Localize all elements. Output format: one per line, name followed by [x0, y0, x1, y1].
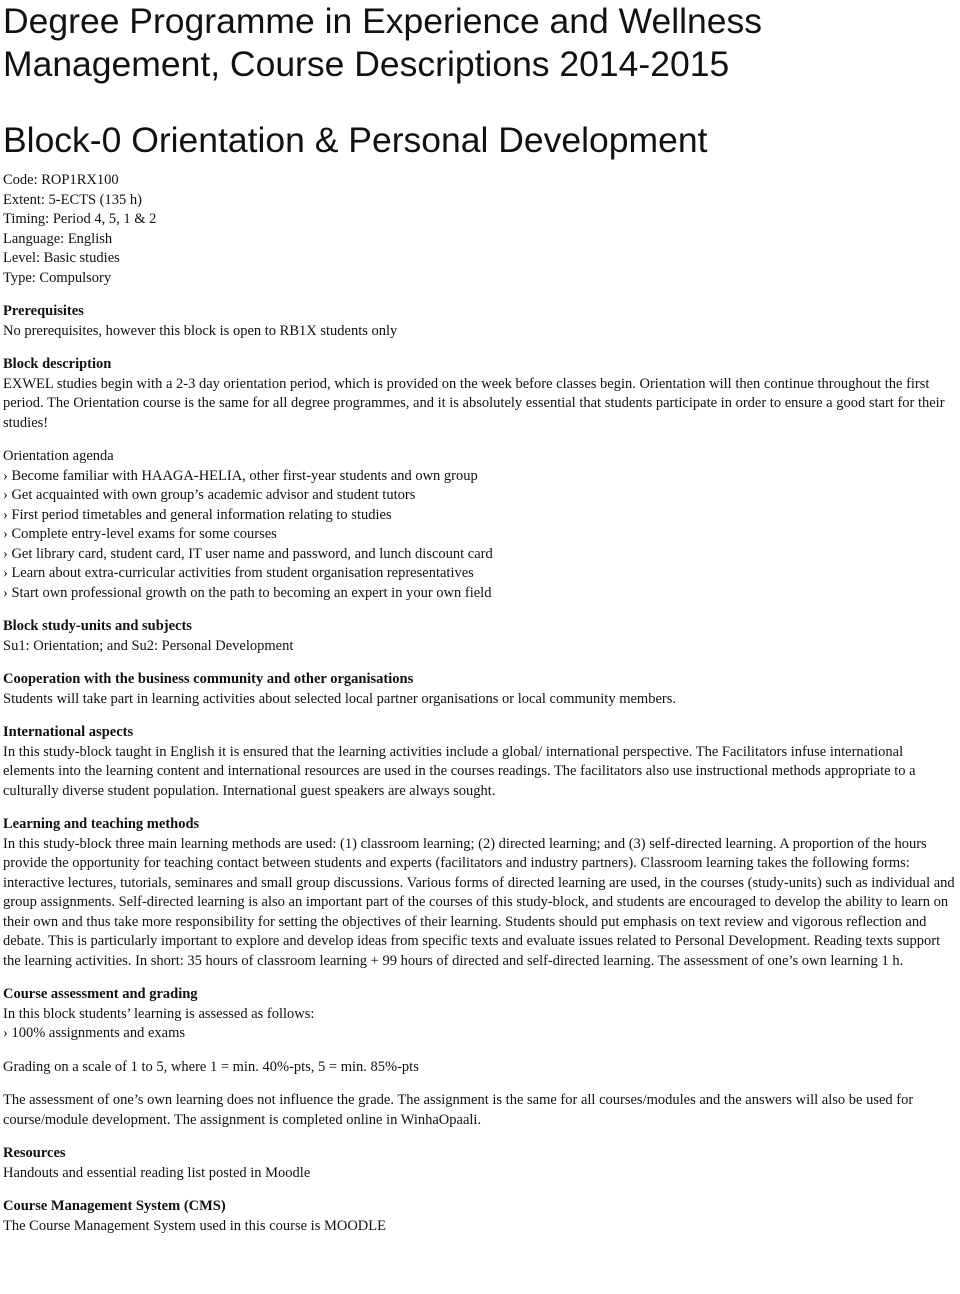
meta-timing: Timing: Period 4, 5, 1 & 2 — [3, 211, 157, 227]
assessment-section — [3, 985, 957, 1130]
agenda-heading: Orientation agenda — [3, 448, 114, 464]
cooperation-heading: Cooperation with the business community and other organisations — [3, 671, 414, 687]
resources-section — [3, 1144, 957, 1183]
agenda-item: › Complete entry-level exams for some courses — [3, 526, 277, 542]
cooperation-section — [3, 670, 957, 709]
resources-text: Handouts and essential reading list posted in Moodle — [3, 1164, 311, 1181]
methods-section — [3, 815, 957, 971]
cms-text: The Course Management System used in this course is MOODLE — [3, 1217, 386, 1234]
international-text: In this study-block taught in English it is ensured that the learning activities include a global/ international perspective. The Facilitators infuse international elements into the learning content and international resources are used in the courses readings. The facilitators also use instructional methods appropriate to a culturally diverse student population. International guest speakers are always sought. — [3, 743, 916, 799]
international-heading: International aspects — [3, 724, 134, 740]
meta-extent: Extent: 5-ECTS (135 h) — [3, 191, 142, 208]
international-section — [3, 723, 957, 801]
agenda-item: › Become familiar with HAAGA-HELIA, other first-year students and own group — [3, 467, 478, 484]
document-title-line-1: Degree Programme in Experience and Wellness — [3, 1, 763, 41]
agenda-item: › Start own professional growth on the path to becoming an expert in your own field — [3, 584, 492, 601]
assessment-bullet: › 100% assignments and exams — [3, 1025, 186, 1041]
block-description-text: EXWEL studies begin with a 2-3 day orientation period, which is provided on the week before classes begin. Orientation will then continue throughout the first period. The Orientation course is the same for all degree programmes, and it is absolutely essential that students participate in order to ensure a good start for their studies! — [3, 375, 945, 431]
assessment-note: The assessment of one’s own learning does not influence the grade. The assignment is the same for all courses/modules and the answers will also be used for course/module development. The assignment is completed online in WinhaOpaali. — [3, 1092, 914, 1128]
resources-heading: Resources — [3, 1145, 66, 1161]
block-description-section — [3, 355, 957, 433]
study-units-section — [3, 617, 957, 656]
block-title: Block-0 Orientation & Personal Development — [3, 120, 708, 160]
block-description-heading: Block description — [3, 356, 112, 372]
orientation-agenda — [3, 447, 957, 603]
study-units-heading: Block study-units and subjects — [3, 618, 192, 634]
prerequisites-section — [3, 302, 957, 341]
meta-type: Type: Compulsory — [3, 269, 112, 286]
grading-scale: Grading on a scale of 1 to 5, where 1 = min. 40%-pts, 5 = min. 85%-pts — [3, 1058, 419, 1075]
agenda-item: › Get library card, student card, IT user name and password, and lunch discount card — [3, 545, 493, 562]
agenda-item: › First period timetables and general information relating to studies — [3, 506, 392, 523]
assessment-heading: Course assessment and grading — [3, 986, 198, 1002]
cms-section — [3, 1197, 957, 1236]
meta-level: Level: Basic studies — [3, 250, 120, 266]
cms-heading: Course Management System (CMS) — [3, 1198, 226, 1214]
assessment-intro: In this block students’ learning is assessed as follows: — [3, 1005, 315, 1022]
prerequisites-text: No prerequisites, however this block is open to RB1X students only — [3, 322, 398, 339]
document-title — [3, 0, 957, 86]
course-meta — [3, 171, 957, 288]
cooperation-text: Students will take part in learning activities about selected local partner organisations or local community members. — [3, 690, 676, 707]
methods-heading: Learning and teaching methods — [3, 816, 200, 832]
methods-text: In this study-block three main learning methods are used: (1) classroom learning; (2) directed learning; and (3) self-directed learning. A proportion of the hours provide the opportunity for teaching contact between students and experts (facilitators and industry partners). Classroom learning takes the following forms: interactive lectures, tutorials, seminares and small group discussions. Various forms of directed learning are used, in the courses (study-units) such as individual and group assignments. Self-directed learning is also an important part of the courses of this study-block, and students are encouraged to develop the ability to learn on their own and thus take more responsibility for setting the objectives of their learning. Students should put emphasis on text review and vigorous reflection and debate. This is particularly important to explore and develop ideas from specific texts and evaluate issues related to Personal Development. Reading texts support the learning activities. In short: 35 hours of classroom learning + 99 hours of directed and self-directed learning. The assessment of one’s own learning 1 h. — [3, 835, 955, 969]
document-title-line-2: Management, Course Descriptions 2014-2015 — [3, 44, 730, 84]
study-units-text: Su1: Orientation; and Su2: Personal Development — [3, 637, 294, 654]
spacer — [3, 1044, 957, 1058]
agenda-item: › Get acquainted with own group’s academic advisor and student tutors — [3, 487, 416, 503]
prerequisites-heading: Prerequisites — [3, 303, 84, 319]
meta-code: Code: ROP1RX100 — [3, 172, 119, 188]
agenda-item: › Learn about extra-curricular activities from student organisation representatives — [3, 565, 474, 581]
meta-language: Language: English — [3, 230, 113, 247]
spacer — [3, 1077, 957, 1091]
